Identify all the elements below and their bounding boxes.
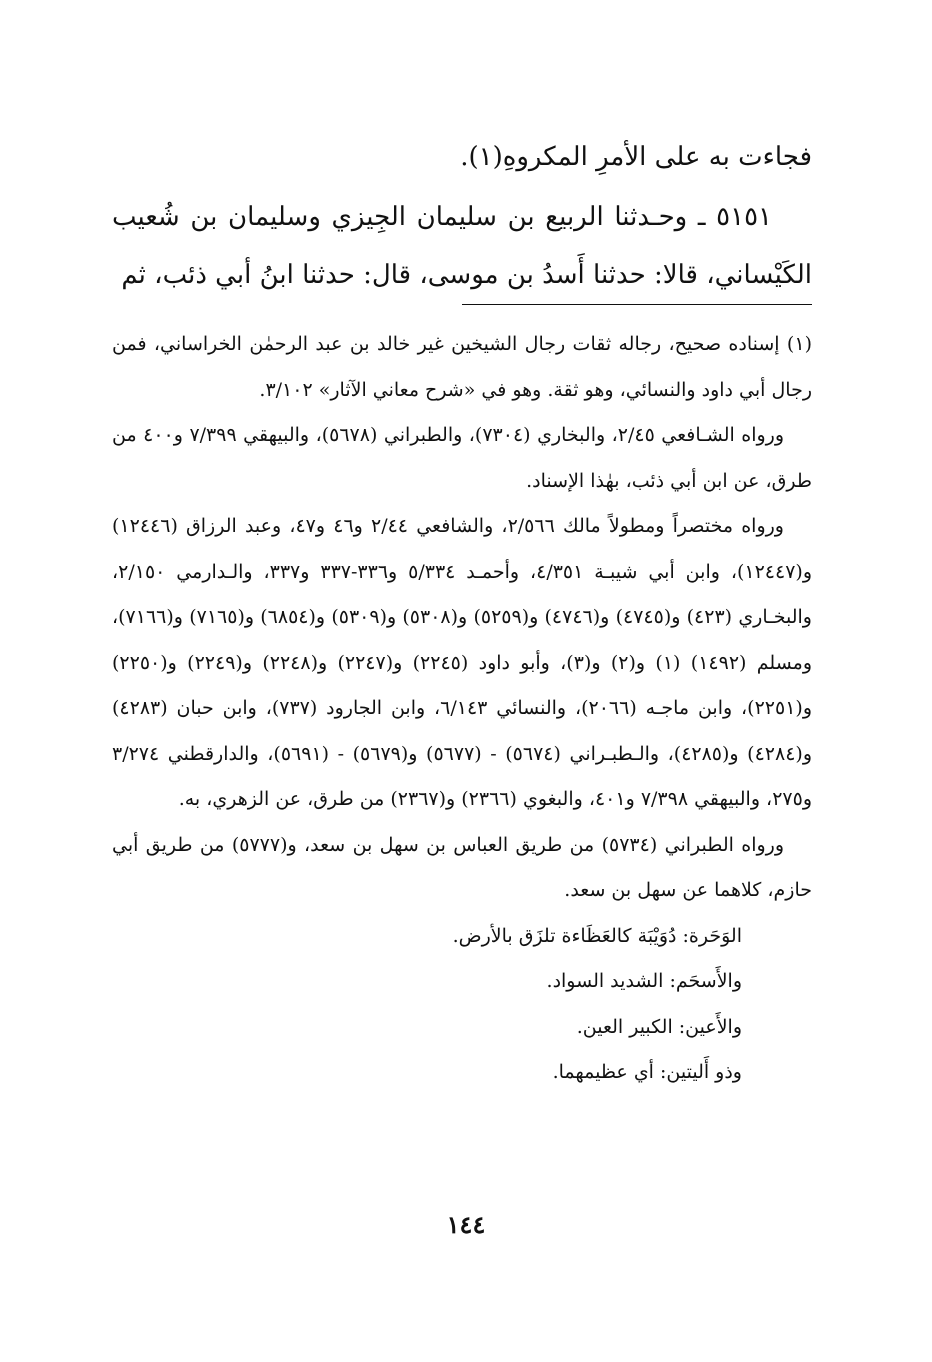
gloss-line: وذو أَليتين: أي عظيمهما. <box>552 1061 742 1083</box>
gloss-line: الوَحَرة: دُوَيْبَة كالعَظَاءة تلزَق بالأرض. <box>452 924 742 947</box>
footnote-paragraph: ورواه الطبراني (٥٧٣٤) من طريق العباس بن سهل بن سعد، و(٥٧٧٧) من طريق أبي حازم، كلاهما عن سهل بن سعد. <box>112 833 812 901</box>
hadith-paragraph: ٥١٥١ ـ وحـدثنا الربيع بن سليمان الجِيزي وسليمان بن شُعيب الكَيْساني، قالا: حدثنا أَسدُ بن موسى، قال: حدثنا ابنُ أبي ذئب، ثم <box>112 202 812 290</box>
footnote-1: (١) إسناده صحيح، رجاله ثقات رجال الشيخين غير خالد بن عبد الرحمٰن الخراساني، فمن رجال أبي داود والنسائي، وهو ثقة. وهو في «شرح معاني الآثار» ٣/١٠٢. <box>112 333 812 401</box>
footnote-paragraph: ورواه مختصراً ومطولاً مالك ٢/٥٦٦، والشافعي ٢/٤٤ و٤٦ و٤٧، وعبد الرزاق (١٢٤٤٦) و(١٢٤٤٧)، وابن أبي شيبـة ٤/٣٥١، وأحمـد ٥/٣٣٤ و٣٣٦-٣٣٧ و٣٣٧، والـدارمي ٢/١٥٠، والبخـاري (٤٢٣) و(٤٧٤٥) و(٤٧٤٦) و(٥٢٥٩) و(٥٣٠٨) و(٥٣٠٩) و(٦٨٥٤) و(٧١٦٥) و(٧١٦٦)، ومسلم (١٤٩٢) (١) و(٢) و(٣)، وأبو داود (٢٢٤٥) و(٢٢٤٧) و(٢٢٤٨) و(٢٢٤٩) و(٢٢٥٠) و(٢٢٥١)، وابن ماجـه (٢٠٦٦)، والنسائي ٦/١٤٣، وابن الجارود (٧٣٧)، وابن حبان (٤٢٨٣) و(٤٢٨٤) و(٤٢٨٥)، والـطبـراني (٥٦٧٤) - (٥٦٧٧) و(٥٦٧٩) - (٥٦٩١)، والدارقطني ٣/٢٧٤ و٢٧٥، والبيهقي ٧/٣٩٨ و٤٠١، والبغوي (٢٣٦٦) و(٢٣٦٧) من طرق، عن الزهري، به. <box>112 515 813 810</box>
page-number: ١٤٤ <box>446 1210 486 1239</box>
footnote-paragraph: ورواه الشـافعي ٢/٤٥، والبخاري (٧٣٠٤)، والطبراني (٥٦٧٨)، والبيهقي ٧/٣٩٩ و٤٠٠ من طرق، عن ابن أبي ذئب، بهٰذا الإسناد. <box>112 424 812 492</box>
footnotes <box>112 322 812 1096</box>
main-text-line: فجاءت به على الأمرِ المكروهِ(١). <box>460 142 812 172</box>
gloss-line: والأَسحَم: الشديد السواد. <box>546 970 742 992</box>
footnote-separator <box>462 304 812 305</box>
gloss-line: والأَعين: الكبير العين. <box>576 1015 742 1038</box>
main-text <box>112 128 812 304</box>
